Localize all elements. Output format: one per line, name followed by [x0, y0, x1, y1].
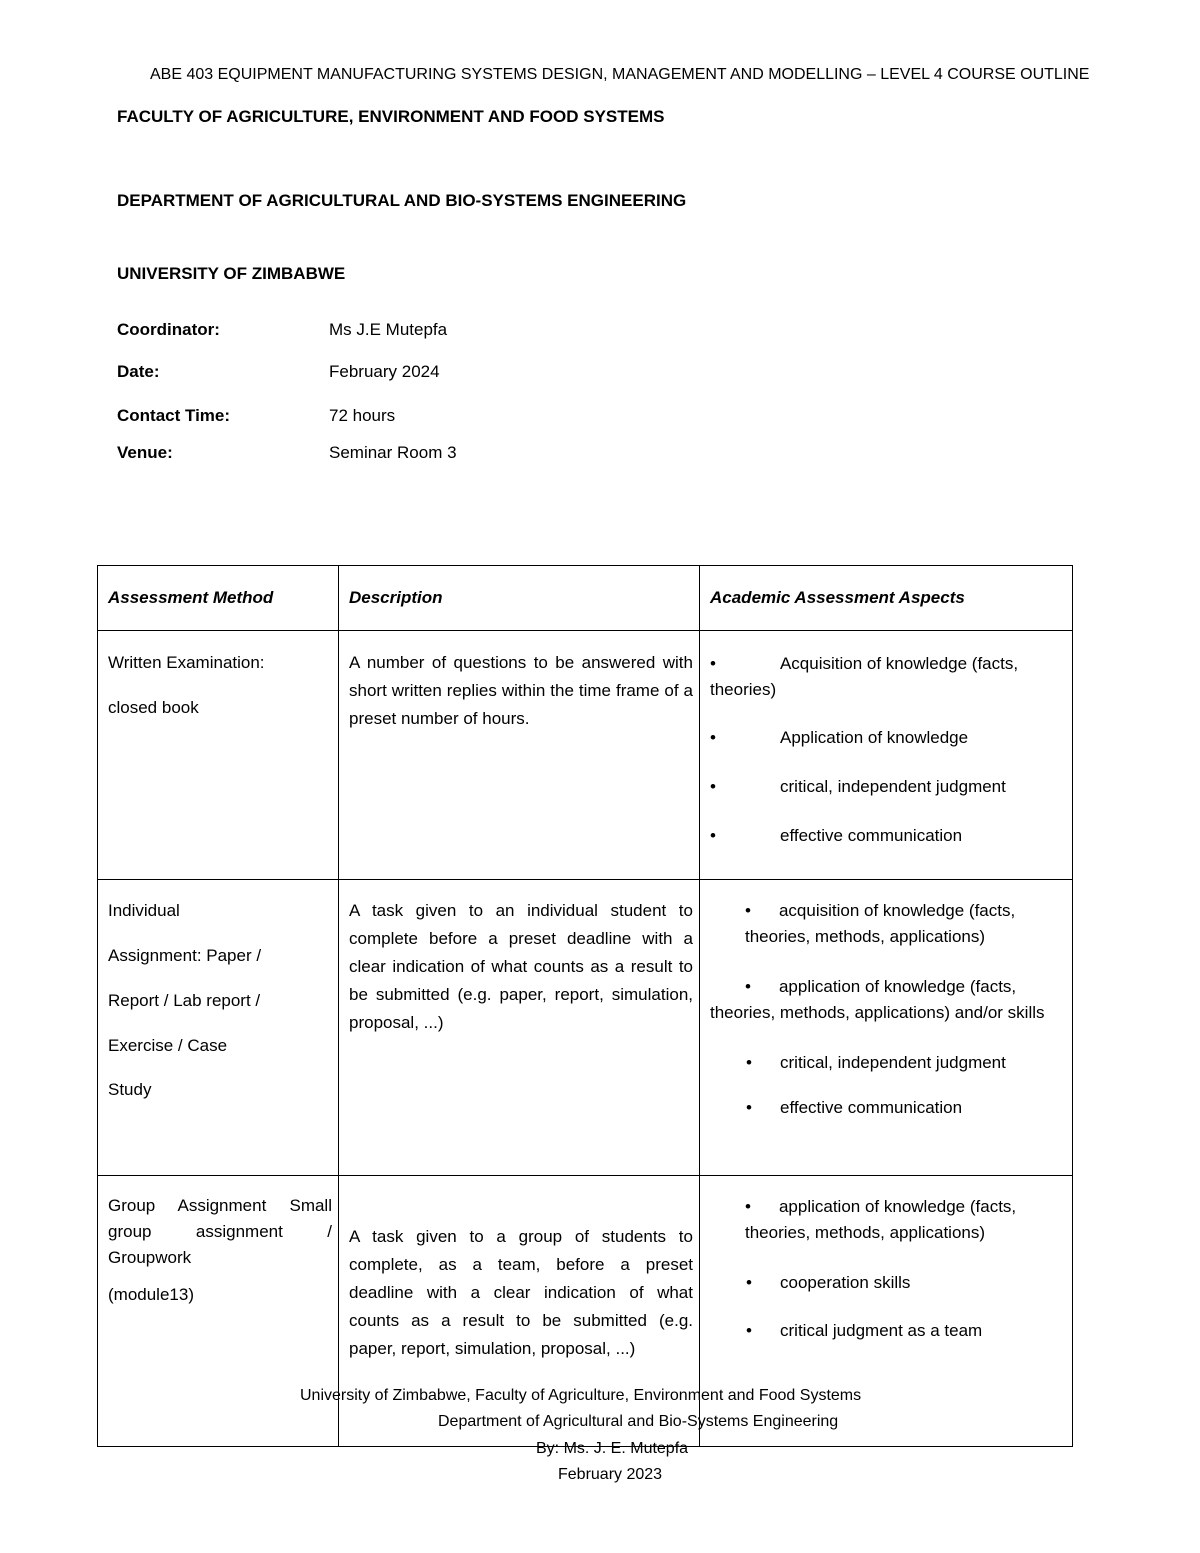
venue-label: Venue: [117, 443, 173, 462]
header-academic-aspects: Academic Assessment Aspects [700, 566, 1073, 631]
assessment-table [97, 565, 1073, 1447]
aspect-item: • Acquisition of knowledge (facts, theories) [710, 654, 1019, 699]
method-cell [98, 880, 339, 1176]
bullet-icon: • [746, 1098, 752, 1117]
description-cell: A number of questions to be answered with short written replies within the time frame of a preset number of hours. [339, 631, 700, 880]
header-assessment-method: Assessment Method [98, 566, 339, 631]
footer-university: University of Zimbabwe, Faculty of Agriculture, Environment and Food Systems [300, 1387, 862, 1404]
aspect-item: • cooperation skills [710, 1270, 1066, 1296]
footer-date: February 2023 [558, 1466, 663, 1483]
method-line: (module13) [108, 1285, 194, 1304]
aspect-item: • application of knowledge (facts, theories, methods, applications) and/or skills [710, 977, 1045, 1022]
bullet-icon: • [745, 1197, 751, 1216]
aspects-cell [700, 631, 1073, 880]
running-header: ABE 403 EQUIPMENT MANUFACTURING SYSTEMS DESIGN, MANAGEMENT AND MODELLING – LEVEL 4 COURSE OUTLINE [150, 66, 1090, 83]
method-line: Study [108, 1080, 152, 1099]
bullet-icon: • [746, 1053, 752, 1072]
aspect-item: • critical, independent judgment [710, 1050, 1066, 1076]
method-line: Group Assignment Small group assignment / Groupwork [108, 1196, 332, 1267]
bullet-icon: • [745, 901, 751, 920]
bullet-icon: • [746, 1321, 752, 1340]
table-row [98, 880, 1073, 1176]
department-heading: DEPARTMENT OF AGRICULTURAL AND BIO-SYSTEMS ENGINEERING [117, 191, 687, 210]
coordinator-label: Coordinator: [117, 320, 220, 339]
aspect-item: • critical judgment as a team [710, 1318, 1066, 1344]
bullet-icon: • [710, 826, 716, 845]
date-label: Date: [117, 362, 160, 381]
method-line: Exercise / Case [108, 1036, 228, 1055]
bullet-icon: • [710, 728, 716, 747]
aspect-item: • acquisition of knowledge (facts, theories, methods, applications) [745, 901, 1016, 946]
method-line: Assignment: Paper / [108, 946, 262, 965]
description-cell: A task given to a group of students to complete, as a team, before a preset deadline with a clear indication of what counts as a result to be submitted (e.g. paper, report, simulation, proposal, ...) [339, 1176, 700, 1447]
university-heading: UNIVERSITY OF ZIMBABWE [117, 264, 346, 283]
contact-time-value: 72 hours [329, 406, 396, 425]
date-value: February 2024 [329, 362, 440, 381]
aspect-item: • critical, independent judgment [710, 774, 1066, 800]
method-line: Individual [108, 901, 180, 920]
faculty-heading: FACULTY OF AGRICULTURE, ENVIRONMENT AND FOOD SYSTEMS [117, 107, 665, 126]
bullet-icon: • [710, 654, 716, 673]
method-cell [98, 631, 339, 880]
aspects-cell [700, 880, 1073, 1176]
footer-author: By: Ms. J. E. Mutepfa [536, 1440, 689, 1457]
aspect-item: • effective communication [710, 1095, 1066, 1121]
aspects-cell [700, 1176, 1073, 1447]
aspect-item: • application of knowledge (facts, theories, methods, applications) [745, 1197, 1017, 1242]
bullet-icon: • [746, 1273, 752, 1292]
method-line: Report / Lab report / [108, 991, 261, 1010]
table-row [98, 631, 1073, 880]
table-row [98, 1176, 1073, 1447]
contact-time-label: Contact Time: [117, 406, 231, 425]
aspect-item: • effective communication [710, 823, 1066, 849]
header-description: Description [339, 566, 700, 631]
method-line: Written Examination: [108, 653, 265, 672]
description-cell: A task given to an individual student to complete before a preset deadline with a clear indication of what counts as a result to be submitted (e.g. paper, report, simulation, proposal, ...) [339, 880, 700, 1176]
bullet-icon: • [745, 977, 751, 996]
venue-value: Seminar Room 3 [329, 443, 457, 462]
table-header-row [98, 566, 1073, 631]
method-cell [98, 1176, 339, 1447]
bullet-icon: • [710, 777, 716, 796]
method-line: closed book [108, 698, 199, 717]
aspect-item: • Application of knowledge [710, 725, 1066, 751]
footer-department: Department of Agricultural and Bio-Systems Engineering [438, 1413, 839, 1430]
coordinator-value: Ms J.E Mutepfa [329, 320, 448, 339]
